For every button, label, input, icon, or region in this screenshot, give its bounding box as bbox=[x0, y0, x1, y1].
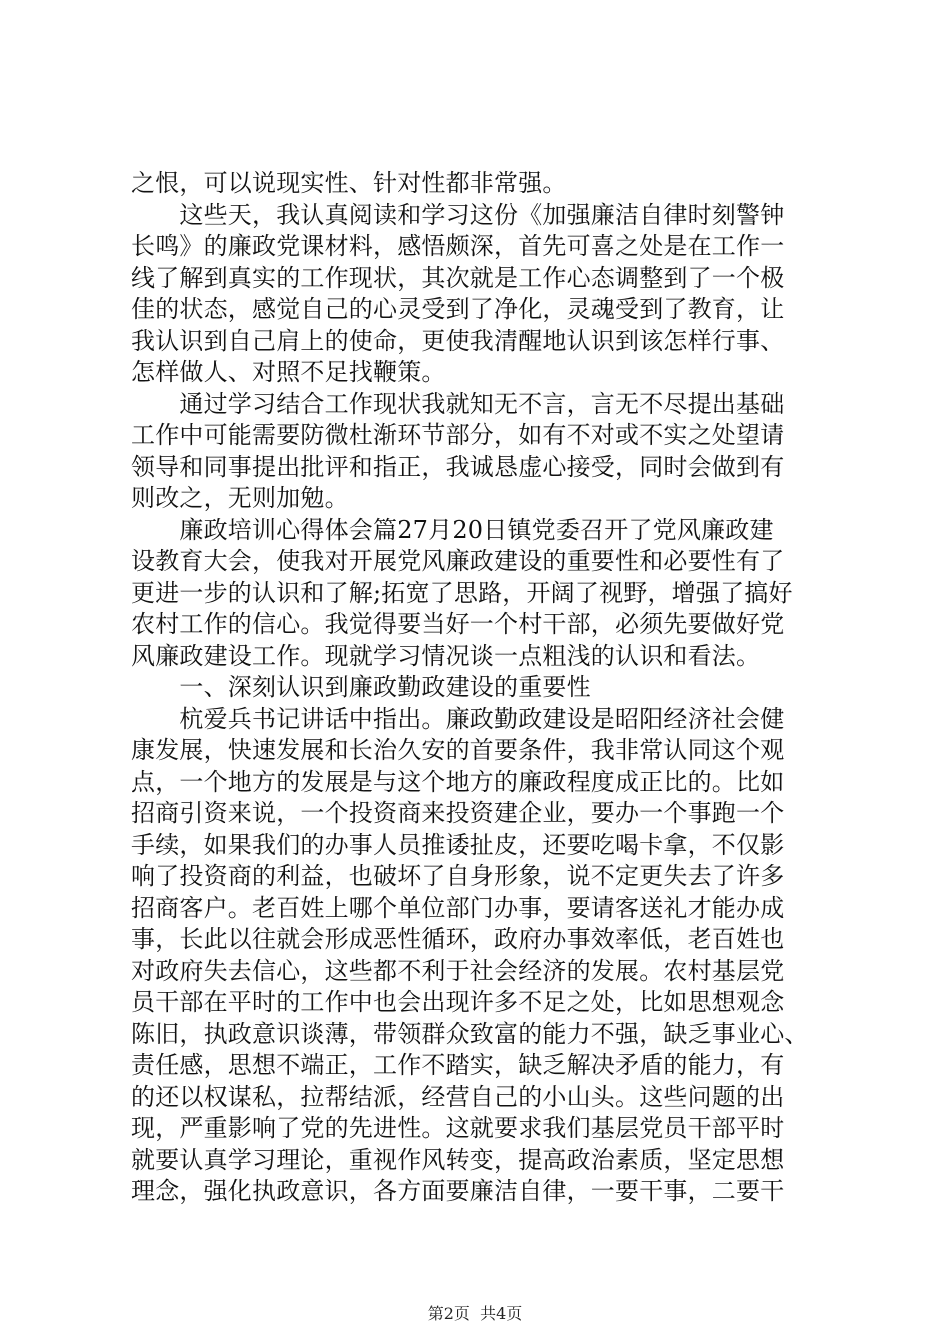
text-line: 则改之，无则加勉。 bbox=[131, 484, 349, 512]
text-line: 招商引资来说，一个投资商来投资建企业，要办一个事跑一个 bbox=[131, 799, 785, 827]
text-line: 一、深刻认识到廉政勤政建设的重要性 bbox=[131, 673, 591, 701]
text-line: 康发展，快速发展和长治久安的首要条件，我非常认同这个观 bbox=[131, 736, 785, 764]
text-line: 就要认真学习理论，重视作风转变，提高政治素质，坚定思想 bbox=[131, 1145, 785, 1174]
text-line: 工作中可能需要防微杜渐环节部分，如有不对或不实之处望请 bbox=[131, 421, 785, 449]
text-line: 风廉政建设工作。现就学习情况谈一点粗浅的认识和看法。 bbox=[131, 641, 761, 670]
text-line: 点，一个地方的发展是与这个地方的廉政程度成正比的。比如 bbox=[131, 767, 785, 796]
text-line: 更进一步的认识和了解;拓宽了思路，开阔了视野，增强了搞好 bbox=[131, 578, 793, 607]
text-line: 员干部在平时的工作中也会出现许多不足之处，比如思想观念 bbox=[131, 988, 785, 1016]
text-line: 廉政培训心得体会篇27月20日镇党委召开了党风廉政建 bbox=[131, 515, 774, 544]
text-line: 理念，强化执政意识，各方面要廉洁自律，一要干事，二要干 bbox=[131, 1177, 785, 1205]
text-line: 佳的状态，感觉自己的心灵受到了净化，灵魂受到了教育，让 bbox=[131, 295, 785, 323]
text-line: 怎样做人、对照不足找鞭策。 bbox=[131, 358, 446, 386]
text-line: 响了投资商的利益，也破坏了自身形象，说不定更失去了许多 bbox=[131, 862, 785, 890]
text-line: 的还以权谋私，拉帮结派，经营自己的小山头。这些问题的出 bbox=[131, 1082, 785, 1111]
text-line: 招商客户。老百姓上哪个单位部门办事，要请客送礼才能办成 bbox=[131, 893, 785, 922]
text-line: 长鸣》的廉政党课材料，感悟颇深，首先可喜之处是在工作一 bbox=[131, 232, 785, 260]
text-line: 设教育大会，使我对开展党风廉政建设的重要性和必要性有了 bbox=[131, 547, 785, 575]
text-line: 之恨，可以说现实性、针对性都非常强。 bbox=[131, 169, 567, 197]
document-body bbox=[131, 168, 831, 1208]
text-line: 对政府失去信心，这些都不利于社会经济的发展。农村基层党 bbox=[131, 956, 785, 985]
text-line: 领导和同事提出批评和指正，我诚恳虚心接受，同时会做到有 bbox=[131, 452, 785, 481]
page-footer: 第2页 共4页 bbox=[427, 1304, 523, 1323]
text-line: 农村工作的信心。我觉得要当好一个村干部，必须先要做好党 bbox=[131, 610, 785, 638]
text-line: 事，长此以往就会形成恶性循环，政府办事效率低，老百姓也 bbox=[131, 925, 785, 953]
text-line: 责任感，思想不端正，工作不踏实，缺乏解决矛盾的能力，有 bbox=[131, 1051, 785, 1079]
text-line: 我认识到自己肩上的使命，更使我清醒地认识到该怎样行事、 bbox=[131, 326, 785, 355]
text-line: 这些天，我认真阅读和学习这份《加强廉洁自律时刻警钟 bbox=[131, 200, 785, 229]
text-line: 杭爱兵书记讲话中指出。廉政勤政建设是昭阳经济社会健 bbox=[131, 704, 785, 733]
text-line: 线了解到真实的工作现状，其次就是工作心态调整到了一个极 bbox=[131, 263, 785, 292]
text-line: 手续，如果我们的办事人员推诿扯皮，还要吃喝卡拿，不仅影 bbox=[131, 830, 785, 859]
text-line: 陈旧，执政意识谈薄，带领群众致富的能力不强，缺乏事业心、 bbox=[131, 1019, 809, 1048]
text-line: 现，严重影响了党的先进性。这就要求我们基层党员干部平时 bbox=[131, 1114, 785, 1142]
text-line: 通过学习结合工作现状我就知无不言，言无不尽提出基础 bbox=[131, 389, 785, 418]
